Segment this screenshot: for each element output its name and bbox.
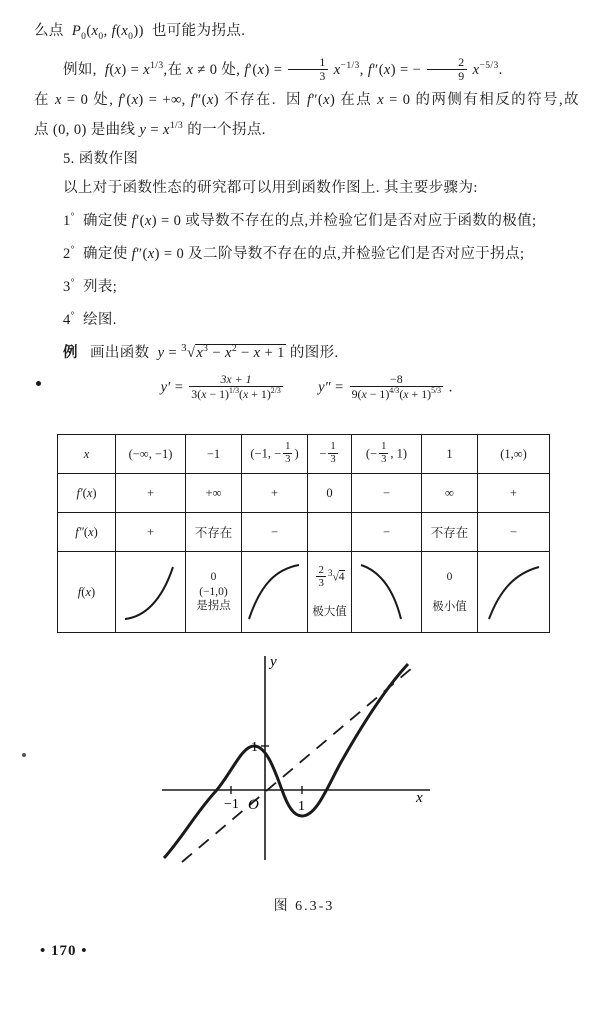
curve-sketch-icon (353, 557, 421, 627)
label-y-axis: y (270, 654, 277, 670)
row-label-fprime: f′(x) (58, 474, 116, 513)
cell-fx-inflection (186, 552, 242, 633)
graph-figure (120, 650, 500, 905)
heading-section-5: 5. 函数作图 (63, 151, 139, 168)
inflection-label: 是拐点 (196, 600, 231, 613)
cell-fdprime-7: − (478, 513, 550, 552)
cell-fdprime-1: + (116, 513, 186, 552)
sketch-increasing-concave-down-2 (479, 557, 548, 627)
cell-fdprime-3: − (242, 513, 308, 552)
label-y-1: 1 (251, 740, 258, 755)
function-plot (120, 650, 500, 905)
table-row-header (58, 435, 550, 474)
inflection-value: 0 (210, 571, 217, 584)
period: . (448, 379, 453, 396)
paragraph-step-4: 4° 绘图. (63, 309, 117, 328)
derivative-formulas (34, 374, 579, 403)
cell-fprime-7: + (478, 474, 550, 513)
paragraph-step-3: 3° 列表; (63, 276, 118, 295)
cell-fprime-5: − (352, 474, 422, 513)
figure-caption: 图 6.3-3 (273, 899, 335, 914)
table-row-fx (58, 552, 550, 633)
paragraph-section5-intro: 以上对于函数性态的研究都可以用到函数作图上. 其主要步骤为: (63, 180, 478, 197)
paragraph-step-2: 2° 确定使 f″(x) = 0 及二阶导数不存在的点,并检验它们是否对应于拐点; (63, 243, 525, 262)
minimum-label: 极小值 (432, 601, 467, 613)
cell-fx-maximum (308, 552, 352, 633)
row-label-fx: f(x) (58, 552, 116, 633)
table-row-fdprime (58, 513, 550, 552)
variation-table-wrapper (57, 434, 549, 633)
header-point-minus1: −1 (186, 435, 242, 474)
label-minus-1: −1 (224, 797, 239, 812)
margin-dot-icon (22, 753, 26, 757)
example-label: 例 (63, 345, 78, 362)
paragraph-step-1: 1° 确定使 f′(x) = 0 或导数不存在的点,并检验它们是否对应于函数的极值; (63, 211, 537, 229)
header-interval-4: (1,∞) (478, 435, 550, 474)
label-1: 1 (298, 799, 305, 814)
curve-sketch-icon (479, 557, 549, 627)
ydprime-fraction: $\frac{-8}{9(x - 1)^{4/3}(x + 1)^{5/3}}$ (351, 372, 442, 402)
cell-fx-curve-4 (478, 552, 550, 633)
header-interval-1: (−∞, −1) (116, 435, 186, 474)
paragraph-line1: 么点 $P_0(x_0$, $f(x_0)$) 也可能为拐点. (34, 23, 246, 42)
header-interval-3: (− $\frac{1}{3}$ , 1) (352, 435, 422, 474)
yprime-label: y′ = (160, 379, 184, 396)
text-block (34, 18, 579, 369)
header-x: x (58, 435, 116, 474)
cell-fprime-1: + (116, 474, 186, 513)
minimum-value: 0 (446, 570, 453, 583)
cell-fprime-3: + (242, 474, 308, 513)
table-row-fprime (58, 474, 550, 513)
inflection-point: (−1,0) (199, 585, 228, 598)
cell-fx-curve-1 (116, 552, 186, 633)
cell-fprime-4: 0 (308, 474, 352, 513)
paragraph-inflection: 在 x = 0 处, f′(x) = +∞, f″(x) 不存在. 因 f″(x) 在点 x = 0 的两侧有相反的符号,故点 (0, 0) 是曲线 $y = x^{1/3}$ 的一个拐点. (34, 92, 579, 139)
asymptote-dashed-line (182, 668, 412, 862)
cell-fx-minimum (422, 552, 478, 633)
page-number: • 170 • (40, 943, 88, 959)
cell-fdprime-6: 不存在 (422, 513, 478, 552)
cell-fx-curve-3 (352, 552, 422, 633)
cell-fprime-2: +∞ (186, 474, 242, 513)
cell-fprime-6: ∞ (422, 474, 478, 513)
row-label-fdprime: f″(x) (58, 513, 116, 552)
header-point-1: 1 (422, 435, 478, 474)
ydprime-label: y″ = (318, 379, 344, 396)
yprime-fraction: $\frac{3x + 1}{3(x - 1)^{1/3}(x + 1)^{2/3}}$ (191, 372, 281, 402)
cell-fdprime-2: 不存在 (186, 513, 242, 552)
variation-table (57, 434, 550, 633)
label-origin: O (248, 797, 259, 813)
sketch-decreasing-concave-down (353, 557, 420, 627)
maximum-label: 极大值 (312, 605, 347, 618)
cell-fdprime-4 (308, 513, 352, 552)
maximum-note (309, 565, 350, 619)
header-point-minus-third: − $\frac{1}{3}$ (308, 435, 352, 474)
label-x-axis: x (416, 790, 423, 806)
sketch-increasing-concave-down (243, 557, 306, 627)
header-interval-2: (−1, − $\frac{1}{3}$ ) (242, 435, 308, 474)
minimum-note (423, 570, 476, 615)
inflection-note (187, 570, 240, 613)
maximum-value: $\frac{2}{3}$ $^3$√4 (318, 564, 345, 590)
cell-fdprime-5: − (352, 513, 422, 552)
function-curve (164, 664, 408, 858)
sketch-increasing-concave-up-1 (117, 557, 184, 627)
curve-sketch-icon (117, 557, 185, 627)
curve-sketch-icon (243, 557, 307, 627)
paragraph-example-derivatives: 例如, $f(x) = x^{1/3}$,在 x ≠ 0 处, f′(x) = $\frac{1}{3}$ $x^{-1/3}$, f″(x) = − $\frac{2}{9}$ $x^{-5/3}$. (63, 54, 503, 83)
paragraph-example: 例 画出函数 $y = ^3√x^3 - x^2 - x + 1$ 的图形. (63, 342, 339, 362)
cell-fx-curve-2 (242, 552, 308, 633)
